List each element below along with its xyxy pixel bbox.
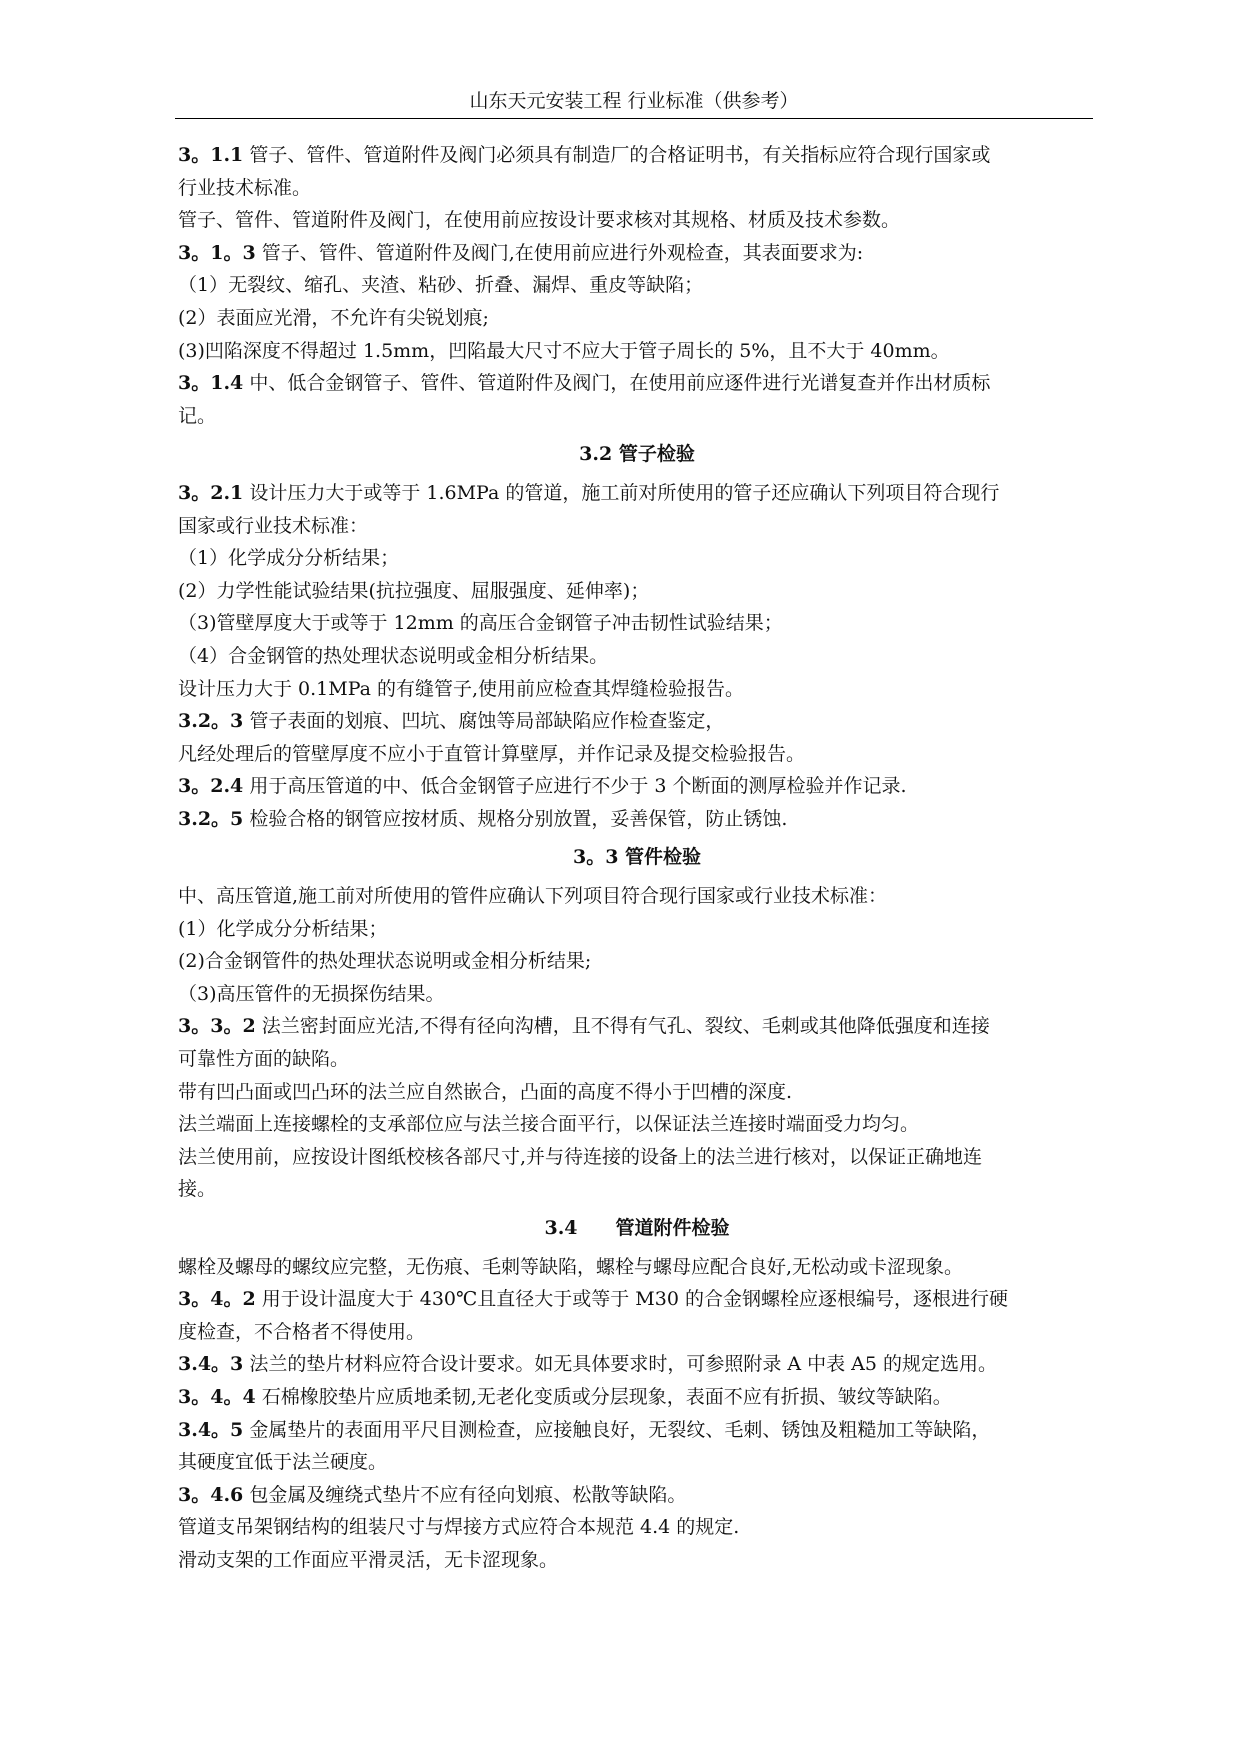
text-line [178,367,1096,400]
clause-number: 3。1.1 [178,144,244,166]
text-line [178,1076,1096,1109]
clause-text: 凡经处理后的管壁厚度不应小于直管计算壁厚，并作记录及提交检验报告。 [178,742,806,765]
text-line [178,302,1096,335]
text-line [178,1108,1096,1141]
clause-text: （1）化学成分分析结果； [178,547,400,570]
clause-text: 设计压力大于或等于 1.6MPa 的管道，施工前对所使用的管子还应确认下列项目符合现行 [243,481,1000,504]
document-body [178,139,1096,1577]
clause-text: 国家或行业技术标准： [178,514,369,537]
text-line [178,607,1096,640]
clause-text: 检验合格的钢管应按材质、规格分别放置，妥善保管，防止锈蚀. [243,807,788,830]
text-line [178,1511,1096,1544]
clause-number: 3。4。2 [178,1288,256,1311]
clause-text: 接。 [178,1178,217,1201]
clause-text: 其硬度宜低于法兰硬度。 [178,1451,388,1474]
text-line [178,1173,1096,1206]
clause-text: (3)凹陷深度不得超过 1.5mm，凹陷最大尺寸不应大于管子周长的 5%，且不大于 40mm。 [178,339,950,362]
text-line [178,542,1096,575]
clause-text: 法兰密封面应光洁,不得有径向沟槽，且不得有气孔、裂纹、毛刺或其他降低强度和连接 [255,1015,990,1038]
clause-text: 记。 [178,404,217,427]
text-line [178,913,1096,946]
clause-text: 用于高压管道的中、低合金钢管子应进行不少于 3 个断面的测厚检验并作记录. [243,775,907,798]
text-line [178,1010,1096,1043]
section-heading: 3.4 管道附件检验 [544,1217,730,1239]
clause-text: 设计压力大于 0.1MPa 的有缝管子,使用前应检查其焊缝检验报告。 [178,677,745,700]
clause-text: 法兰的垫片材料应符合设计要求。如无具体要求时，可参照附录 A 中表 A5 的规定选用。 [243,1353,998,1376]
clause-text: 用于设计温度大于 430℃且直径大于或等于 M30 的合金钢螺栓应逐根编号，逐根进行硬 [255,1288,1008,1311]
text-line [178,204,1096,237]
clause-text: 度检查，不合格者不得使用。 [178,1320,426,1343]
text-line [178,1414,1096,1447]
clause-number: 3.2。5 [178,807,244,830]
text-line [178,139,1096,172]
text-line [178,1544,1096,1577]
clause-text: （3)高压管件的无损探伤结果。 [178,982,445,1005]
clause-number: 3。3。2 [178,1015,256,1038]
clause-text: 螺栓及螺母的螺纹应完整，无伤痕、毛刺等缺陷，螺栓与螺母应配合良好,无松动或卡涩现象。 [178,1255,964,1278]
clause-text: （3)管壁厚度大于或等于 12mm 的高压合金钢管子冲击韧性试验结果； [178,612,783,635]
text-line [178,335,1096,368]
text-line [178,1141,1096,1174]
text-line [178,477,1096,510]
text-line [178,673,1096,706]
clause-text: 行业技术标准。 [178,176,312,199]
text-line [178,1381,1096,1414]
clause-number: 3。2.4 [178,775,244,798]
text-line [178,510,1096,543]
text-line [178,400,1096,433]
clause-text: 滑动支架的工作面应平滑灵活，无卡涩现象。 [178,1548,559,1571]
clause-text: （1）无裂纹、缩孔、夹渣、粘砂、折叠、漏焊、重皮等缺陷； [178,274,704,297]
text-line [178,575,1096,608]
clause-number: 3。4.6 [178,1483,244,1506]
clause-number: 3。1。3 [178,241,256,264]
clause-text: (2)合金钢管件的热处理状态说明或金相分析结果; [178,950,592,973]
section-heading: 3。3 管件检验 [572,846,702,869]
clause-text: 管子、管件、管道附件及阀门必须具有制造厂的合格证明书，有关指标应符合现行国家或 [243,144,991,166]
clause-text: (2）力学性能试验结果(抗拉强度、屈服强度、延伸率)； [178,579,650,602]
clause-text: 金属垫片的表面用平尺目测检查，应接触良好，无裂纹、毛刺、锈蚀及粗糙加工等缺陷， [243,1418,991,1441]
clause-text: 法兰使用前，应按设计图纸校核各部尺寸,并与待连接的设备上的法兰进行核对，以保证正确地连 [178,1145,983,1168]
clause-text: 管子表面的划痕、凹坑、腐蚀等局部缺陷应作检查鉴定， [243,710,725,733]
text-line [178,1446,1096,1479]
clause-text: 管子、管件、管道附件及阀门，在使用前应按设计要求核对其规格、材质及技术参数。 [178,209,901,232]
clause-number: 3.4。3 [178,1353,244,1376]
clause-text: 包金属及缠绕式垫片不应有径向划痕、松散等缺陷。 [243,1483,687,1506]
text-line [178,945,1096,978]
text-line [178,803,1096,836]
clause-text: 可靠性方面的缺陷。 [178,1048,350,1071]
clause-text: 带有凹凸面或凹凸环的法兰应自然嵌合，凸面的高度不得小于凹槽的深度. [178,1080,793,1103]
clause-text: (1）化学成分分析结果； [178,917,388,940]
clause-text: （4）合金钢管的热处理状态说明或金相分析结果。 [178,644,609,667]
clause-text: 管子、管件、管道附件及阀门,在使用前应进行外观检查，其表面要求为: [255,241,864,264]
text-line [178,705,1096,738]
text-line [178,1348,1096,1381]
section-heading: 3.2 管子检验 [579,443,695,466]
text-line [178,978,1096,1011]
text-line [178,237,1096,270]
clause-number: 3.4。5 [178,1418,244,1441]
text-line [178,738,1096,771]
text-line [178,880,1096,913]
text-line [178,1479,1096,1512]
text-line [178,1283,1096,1316]
text-line [178,172,1096,205]
text-line [178,1043,1096,1076]
text-line [178,640,1096,673]
clause-text: 中、低合金钢管子、管件、管道附件及阀门，在使用前应逐件进行光谱复查并作出材质标 [243,372,991,395]
text-line [178,770,1096,803]
clause-text: 中、高压管道,施工前对所使用的管件应确认下列项目符合现行国家或行业技术标准： [178,885,888,908]
clause-text: (2）表面应光滑，不允许有尖锐划痕; [178,306,489,329]
clause-number: 3.2。3 [178,710,244,733]
clause-text: 法兰端面上连接螺栓的支承部位应与法兰接合面平行，以保证法兰连接时端面受力均匀。 [178,1113,920,1136]
clause-text: 石棉橡胶垫片应质地柔韧,无老化变质或分层现象，表面不应有折损、皱纹等缺陷。 [255,1385,952,1408]
text-line [178,1316,1096,1349]
clause-number: 3。2.1 [178,481,244,504]
text-line [178,269,1096,302]
clause-number: 3。4。4 [178,1385,256,1408]
text-line [178,1251,1096,1284]
clause-number: 3。1.4 [178,372,244,395]
page-header: 山东天元安装工程 行业标准（供参考） [175,88,1093,119]
clause-text: 管道支吊架钢结构的组装尺寸与焊接方式应符合本规范 4.4 的规定. [178,1516,740,1539]
